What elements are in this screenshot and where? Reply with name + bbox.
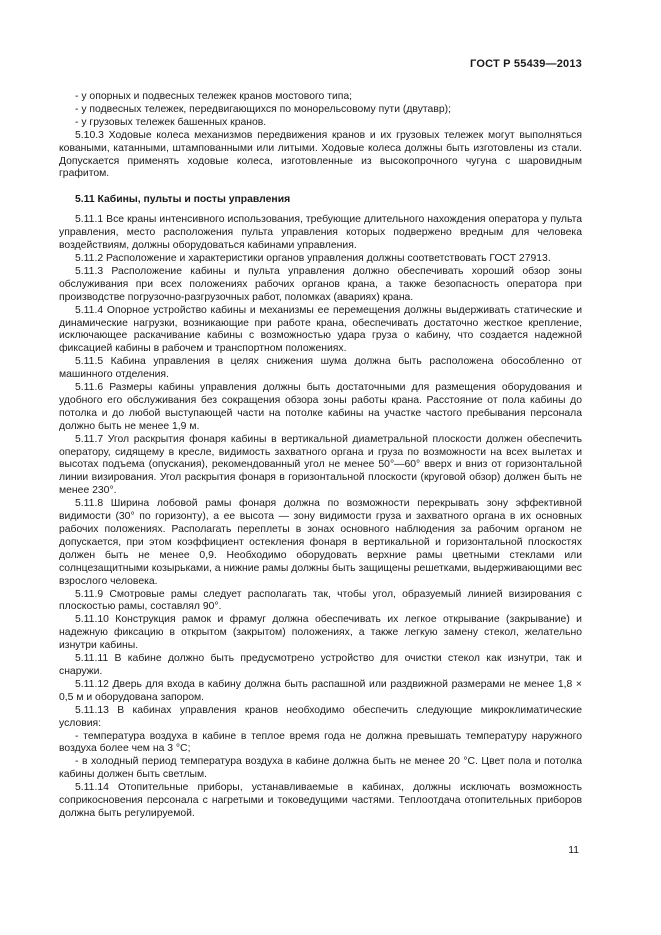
paragraph: 5.11.8 Ширина лобовой рамы фонаря должна по возможности перекрывать зону эффективной видимости (30° по горизонту), а ее высота — зону видимости груза и захватного органа в их основных рабочих положениях. Располагать переплеты в зонах основного наблюдения за рабочим органом не допускается, при этом коэффициент остекления фонаря в вертикальной и горизонтальной плоскостях должен быть не менее 0,9. Необходимо оборудовать верхние рамы цветными стеклами или солнцезащитными козырьками, а нижние рамы должны быть защищены решетками, выдерживающими вес взрослого человека. [59,498,582,587]
paragraph: 5.11.14 Отопительные приборы, устанавливаемые в кабинах, должны исключать возможность соприкосновения персонала с нагретыми и токоведущими частями. Теплоотдача отопительных приборов должна быть регулируемой. [59,782,582,819]
list-item: - у опорных и подвесных тележек кранов мостового типа; [75,91,353,102]
list-item: - температура воздуха в кабине в теплое время года не должна превышать температуру наружного воздуха более чем на 3 °С; [59,730,582,755]
paragraph: 5.11.12 Дверь для входа в кабину должна быть распашной или раздвижной размерами не менее 1,8 × 0,5 м и оборудована запором. [59,678,582,703]
section-heading: 5.11 Кабины, пульты и посты управления [75,194,291,206]
page-body [59,91,582,821]
paragraph: 5.11.3 Расположение кабины и пульта управления должно обеспечивать хороший обзор зоны обслуживания при всех положениях рабочих органов крана, а также безопасность оператора при производстве погрузочно-разгрузочных работ, поломках (авариях) крана. [59,265,582,303]
list-item: - у подвесных тележек, передвигающихся по монорельсовому пути (двутавр); [75,103,451,115]
paragraph: 5.11.4 Опорное устройство кабины и механизмы ее перемещения должны выдерживать статические и динамические нагрузки, возникающие при работе крана, обеспечивать достаточно жесткое крепление, исключающее раскачивание кабины с возможностью удара груза о кабину, что создается надежной фиксацией кабины в рабочем и транспортном положениях. [59,304,582,355]
list-item: - у грузовых тележек башенных кранов. [75,116,267,128]
paragraph: 5.11.1 Все краны интенсивного использования, требующие длительного нахождения оператора у пульта управления, место расположения пульта управления которых подвержено вредным для человека воздействиям, должны оборудоваться кабинами управления. [59,214,582,252]
paragraph: 5.10.3 Ходовые колеса механизмов передвижения кранов и их грузовых тележек могут выполняться коваными, катанными, штампованными или литыми. Ходовые колеса должны быть изготовлены из стали. Допускается применять ходовые колеса, изготовленные из высокопрочного чугуна с шаровидным графитом. [59,129,582,180]
paragraph: 5.11.11 В кабине должно быть предусмотрено устройство для очистки стекол как изнутри, так и снаружи. [59,653,582,677]
list-item: - в холодный период температура воздуха в кабине должна быть не менее 20 °С. Цвет пола и потолка кабины должен быть светлым. [59,756,582,781]
paragraph: 5.11.2 Расположение и характеристики органов управления должны соответствовать ГОСТ 27913. [75,252,551,264]
paragraph: 5.11.7 Угол раскрытия фонаря кабины в вертикальной диаметральной плоскости должен обеспечить оператору, сидящему в кресле, видимость захватного органа и груза по возможности на всех вылетах и высотах подъема (опускания), рекомендованный угол не менее 50°—60° вверх и вниз от горизонтальной линии визирования. Угол раскрытия фонаря в горизонтальной плоскости (круговой обзор) должен быть не менее 230°. [59,433,582,497]
document-code: ГОСТ Р 55439—2013 [470,58,582,70]
page-number: 11 [568,845,579,856]
paragraph: 5.11.5 Кабина управления в целях снижения шума должна быть расположена обособленно от машинного отделения. [59,356,582,381]
paragraph: 5.11.13 В кабинах управления кранов необходимо обеспечить следующие микроклиматические условия: [59,704,582,729]
paragraph: 5.11.6 Размеры кабины управления должны быть достаточными для размещения оборудования и удобного его обслуживания без сокращения обзора зоны работы крана. Расстояние от пола кабины до потолка и до любой выступающей части на потолке кабины на участке частого пребывания персонала должно быть не менее 1,9 м. [59,382,582,432]
paragraph: 5.11.9 Смотровые рамы следует располагать так, чтобы угол, образуемый линией визирования с плоскостью рамы, составлял 90°. [59,588,582,613]
paragraph: 5.11.10 Конструкция рамок и фрамуг должна обеспечивать их легкое открывание (закрывание) и надежную фиксацию в открытом (закрытом) положениях, а также легкую замену стекол, желательно изнутри кабины. [59,614,582,652]
